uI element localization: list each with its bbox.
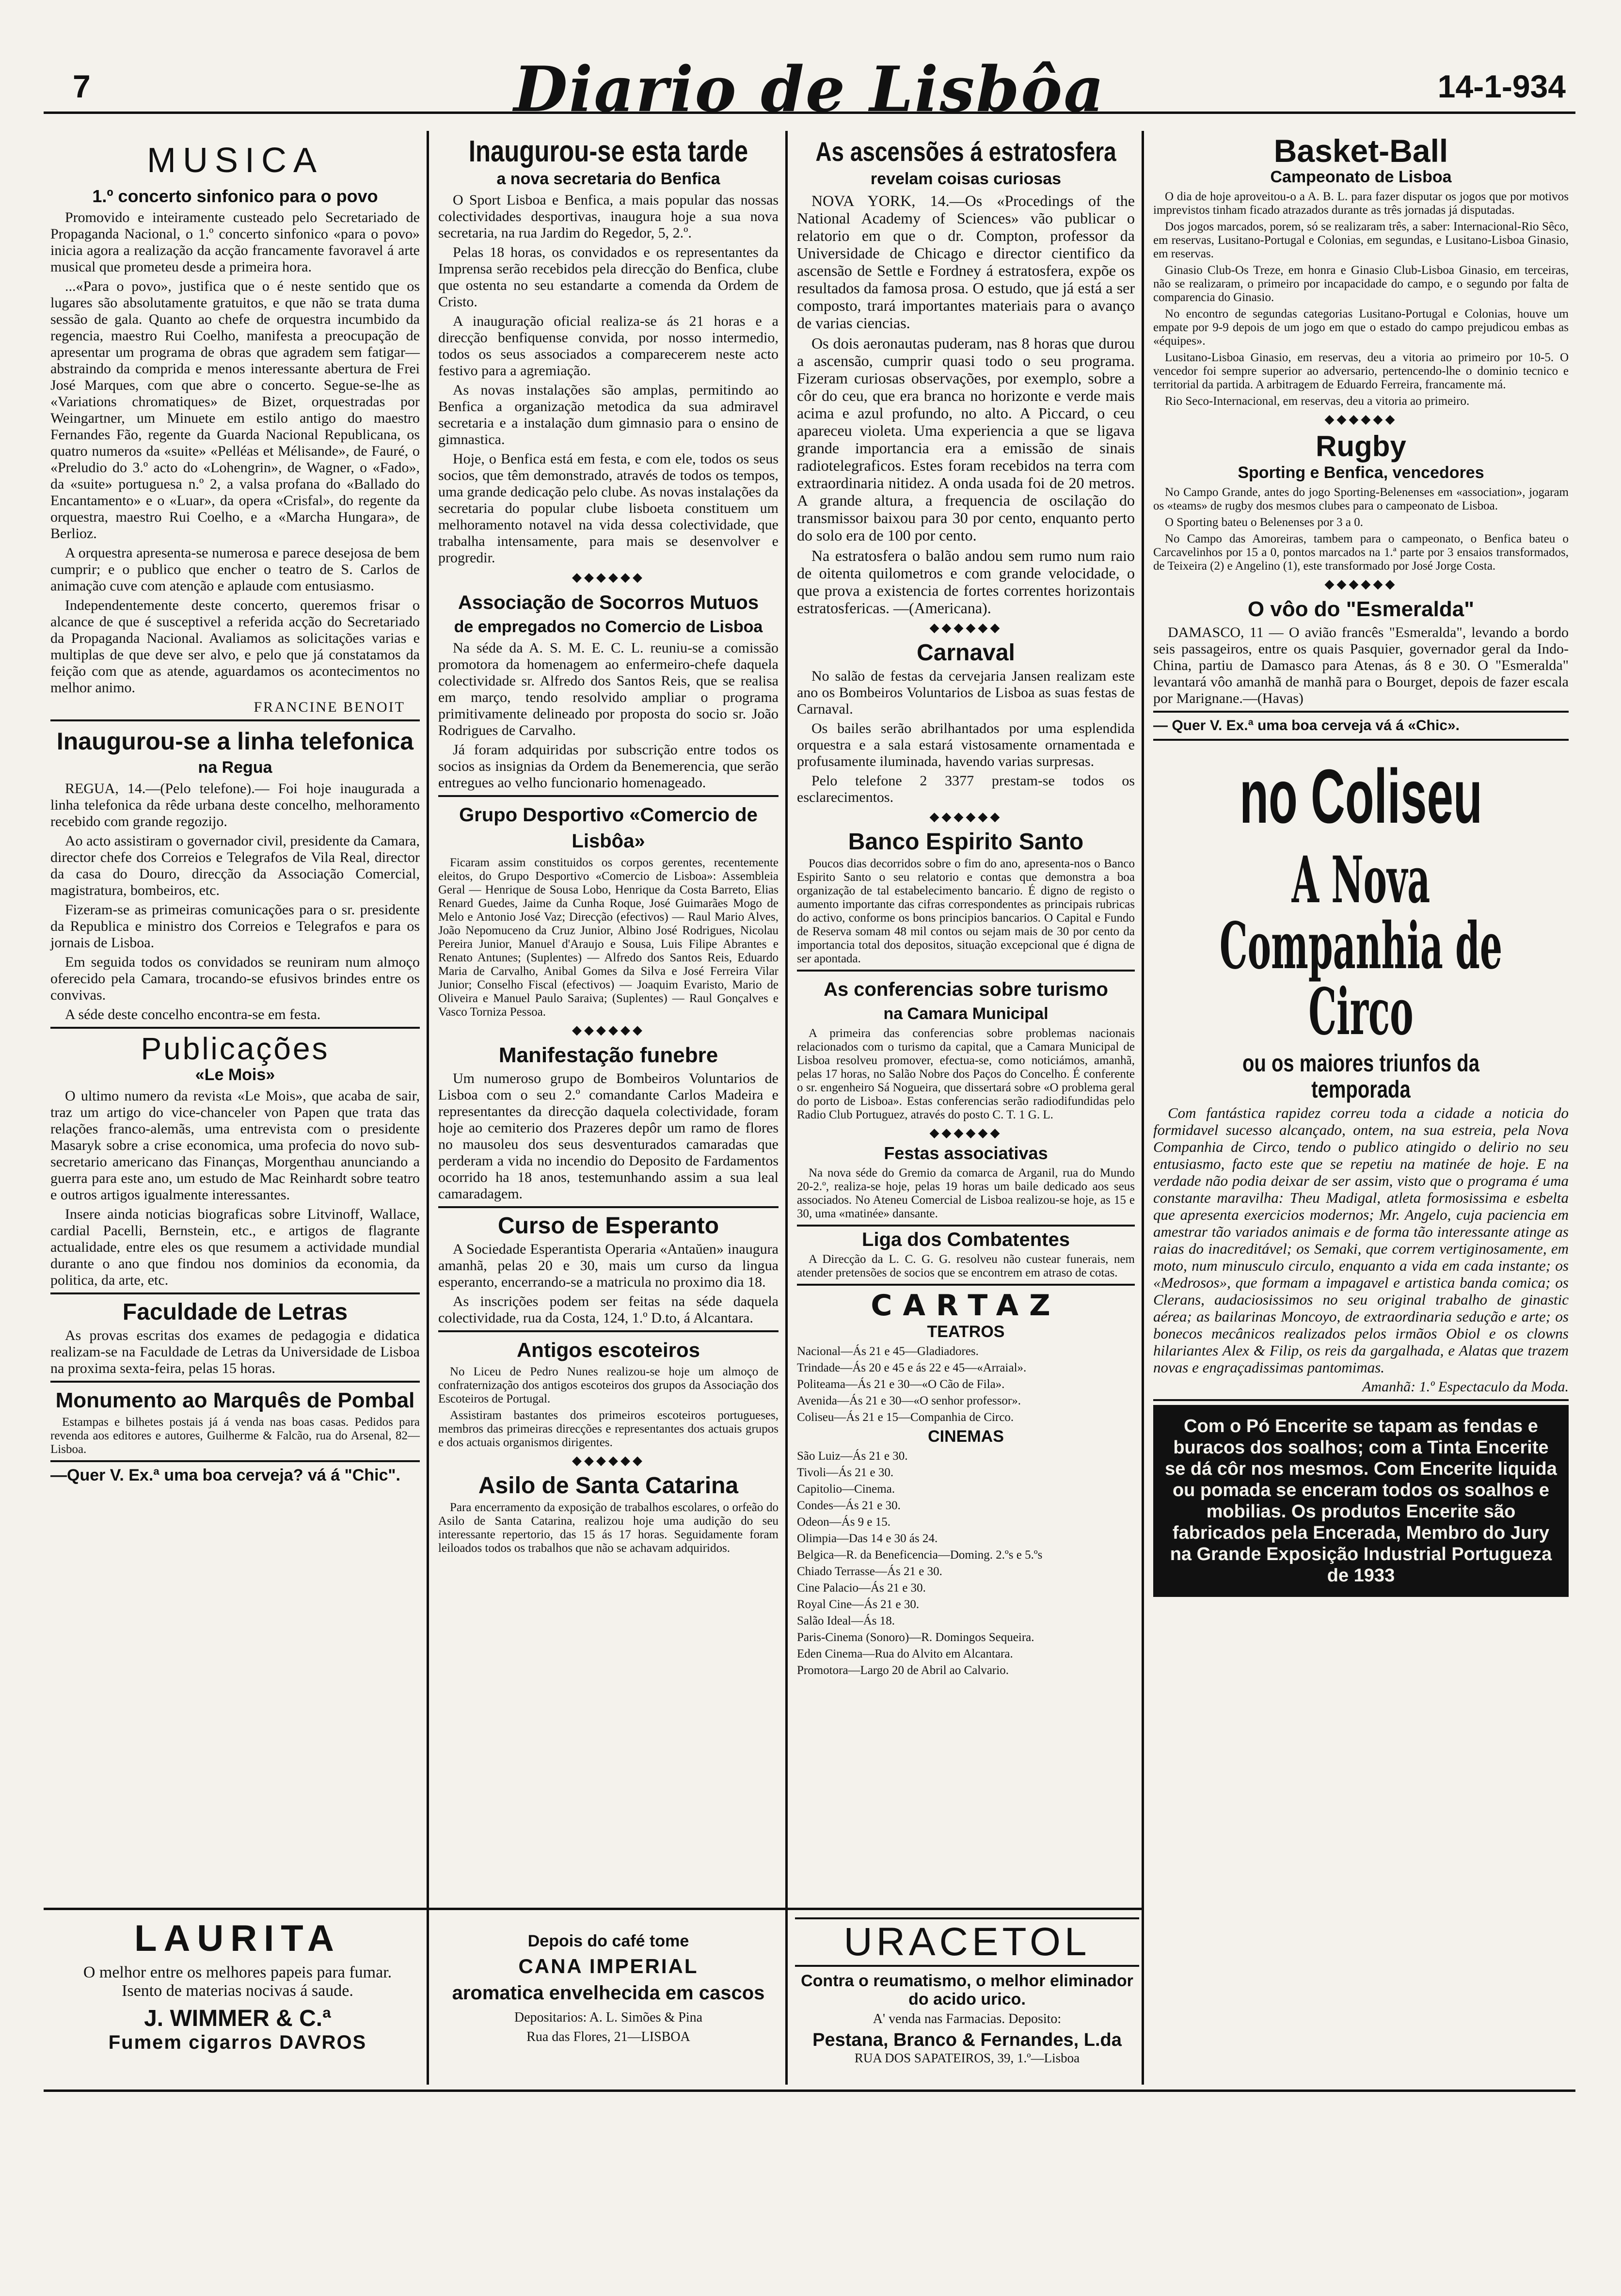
- ornament-divider: ◆◆◆◆◆◆: [929, 1126, 1002, 1140]
- cana-ad: [436, 1932, 780, 2087]
- catarina-paragraph: Para encerramento da exposição de trabalhos escolares, o orfeão do Asilo de Santa Catarina, realizou hoje uma audição do seu interessante repertorio, das 15 ás 17 horas. Seguidamente foram leiloados todos os trabalhos que não se achavam adquiridos.: [438, 1501, 779, 1555]
- cana-address: Rua das Flores, 21—LISBOA: [526, 2029, 690, 2044]
- coliseu-heading: no Coliseu: [1240, 754, 1482, 839]
- list-item: Coliseu—Ás 21 e 15—Companhia de Circo.: [797, 1411, 1014, 1424]
- cerveja-ad: — Quer V. Ex.ª uma boa cerveja vá á «Chic».: [1153, 718, 1460, 733]
- list-item: Promotora—Largo 20 de Abril ao Calvario.: [797, 1664, 1009, 1677]
- publicacoes-paragraph: Insere ainda noticias biograficas sobre Litvinoff, Wallace, cardial Pacelli, Bernstein, etc., e artigos de flagrante actualidade, entre eles os que resumem a actividade mundial durante o ano que findou nos dominios da economia, da politica, da arte, etc.: [50, 1206, 420, 1288]
- estratosfera-subheading: revelam coisas curiosas: [870, 170, 1062, 188]
- basket-paragraph: Lusitano-Lisboa Ginasio, em reservas, deu a vitoria ao primeiro por 10-5. O vencedor foi sempre superior ao adversario, pertencendo-lhe o dominio tecnico e territorial da partida. A arbitragem de Eduardo Ferreira, francamente má.: [1153, 351, 1569, 391]
- list-item: Condes—Ás 21 e 30.: [797, 1499, 901, 1512]
- carnaval-paragraph: Os bailes serão abrilhantados por uma esplendida orquestra e a sala estará vistosamente ornamentada e profusamente iluminada, havendo varias surpresas.: [797, 720, 1135, 769]
- estratosfera-paragraph: Na estratosfera o balão andou sem rumo num raio de oitenta quilometros e com grande velocidade, o que prova a existencia de fortes correntes horizontais estratosfericas. —(Americana).: [797, 547, 1135, 617]
- list-item: Politeama—Ás 21 e 30—«O Cão de Fila».: [797, 1378, 1005, 1391]
- list-item: Royal Cine—Ás 21 e 30.: [797, 1598, 920, 1611]
- turismo-subheading: na Camara Municipal: [883, 1004, 1049, 1023]
- basket-paragraph: No encontro de segundas categorias Lusitano-Portugal e Colonias, houve um empate por 9-9 depois de um jogo em que o estado do campo prejudicou embas as «équipes».: [1153, 307, 1569, 348]
- list-item: Tivoli—Ás 21 e 30.: [797, 1466, 894, 1479]
- cartaz-heading: CARTAZ: [871, 1289, 1061, 1323]
- telefonica-paragraph: REGUA, 14.—(Pelo telefone).— Foi hoje inaugurada a linha telefonica da rêde urbana deste concelho, melhoramento recebido com grande regozijo.: [50, 781, 420, 829]
- estratosfera-heading: As ascensões á estratosfera: [815, 136, 1116, 167]
- coliseu-company: A Nova Companhia de Circo: [1219, 843, 1503, 1050]
- list-item: Odeon—Ás 9 e 15.: [797, 1515, 891, 1529]
- catarina-heading: Asilo de Santa Catarina: [478, 1473, 739, 1499]
- basket-paragraph: Dos jogos marcados, porem, só se realizaram três, a saber: Internacional-Rio Sêco, em reservas, Lusitano-Portugal e Colonias, em segundas, e Lusitano-Lisboa Ginasio, em reservas.: [1153, 220, 1569, 260]
- desportivo-paragraph: Ficaram assim constituidos os corpos gerentes, recentemente eleitos, do Grupo Desportivo «Comercio de Lisboa»: Assembleia Geral — Henrique de Sousa Lobo, Henrique da Costa Barreto, Elias Renard Guedes, Jaime da Cunha Roque, José Guimarães Mogo de Melo e Antonio José Vaz; Direcção (efectivos) — Raul Mario Alves, João Nepomuceno da Cruz Junior, Albino José Rodrigues, Nicolau Pereira Junior, Manuel d'Araujo e Sousa, Luis Filipe Abrantes e Renato Antunes; (Suplentes) — Alfredo dos Santos Reis, Eduardo Maria de Carvalho, Anibal Gomes da Silva e José Ferreira Vilar Junior; Conselho Fiscal (efectivos) — Joaquim Evaristo, Mario de Oliveira e Manuel Paulo Saraiva; (Suplentes) — Raul Gonçalves e Vasco Torniza Pessoa.: [438, 856, 779, 1019]
- basket-heading: Basket-Ball: [1273, 133, 1448, 169]
- musica-paragraph: A orquestra apresenta-se numerosa e parece desejosa de bem cumprir; e o publico que encher o teatro de S. Carlos de animação cuve com atenção e aplaude com entusiasmo.: [50, 545, 420, 594]
- esmeralda-heading: O vôo do "Esmeralda": [1247, 597, 1475, 621]
- list-item: Trindade—Ás 20 e 45 e ás 22 e 45—«Arraial».: [797, 1361, 1027, 1374]
- banco-heading: Banco Espirito Santo: [848, 829, 1084, 855]
- laurita-slogan: Fumem cigarros DAVROS: [108, 2032, 367, 2053]
- faculdade-paragraph: As provas escritas dos exames de pedagogia e didatica realizam-se na Faculdade de Letras da Universidade de Lisboa na proxima sexta-feira, pelas 15 horas.: [50, 1327, 420, 1376]
- divider: [438, 1330, 779, 1332]
- musica-heading: MUSICA: [146, 141, 324, 180]
- ornament-divider: ◆◆◆◆◆◆: [572, 1023, 645, 1037]
- divider: [50, 1460, 420, 1462]
- divider: [50, 719, 420, 721]
- list-item: Belgica—R. da Beneficencia—Doming. 2.ºs e 5.ºs: [797, 1548, 1043, 1562]
- divider: [1153, 1399, 1569, 1401]
- ornament-divider: ◆◆◆◆◆◆: [572, 1453, 645, 1467]
- list-item: Eden Cinema—Rua do Alvito em Alcantara.: [797, 1647, 1013, 1660]
- uracetol-line1: Contra o reumatismo, o melhor eliminador do acido urico.: [801, 1972, 1133, 2009]
- divider: [438, 1206, 779, 1208]
- rugby-paragraph: O Sporting bateu o Belenenses por 3 a 0.: [1165, 516, 1363, 529]
- list-item: Olimpia—Das 14 e 30 ás 24.: [797, 1532, 938, 1545]
- ads-rule: [44, 1908, 1142, 1910]
- column-1: [44, 131, 427, 1905]
- ornament-divider: ◆◆◆◆◆◆: [1324, 577, 1398, 591]
- musica-signature: FRANCINE BENOIT: [254, 699, 405, 715]
- coliseu-subtitle: ou os maiores triunfos da temporada: [1242, 1050, 1479, 1103]
- list-item: Salão Ideal—Ás 18.: [797, 1614, 895, 1627]
- rugby-heading: Rugby: [1316, 430, 1406, 462]
- escoteiros-paragraph: Assistiram bastantes dos primeiros escoteiros portugueses, membros das primeiras direcções e representantes dos actuais grupos e dos actuais organismos dirigentes.: [438, 1409, 779, 1449]
- benfica-paragraph: A inauguração oficial realiza-se ás 21 horas e a direcção benfiquense convida, por nosso intermedio, todos os seus associados a comparecerem neste acto festivo para a agremiação.: [438, 313, 779, 379]
- festas-paragraph: Na nova séde do Gremio da comarca de Arganil, rua do Mundo 20-2.º, realiza-se hoje, pelas 19 horas um baile dedicado aos seus associados. No Ateneu Comercial de Lisboa realizou-se hoje, as 15 e 30, uma «matinée» dansante.: [797, 1166, 1135, 1220]
- combatentes-paragraph: A Direcção da L. C. G. G. resolveu não custear funerais, nem atender pretensões de socios que se encontrem em atraso de cotas.: [797, 1253, 1135, 1279]
- benfica-subheading: a nova secretaria do Benfica: [496, 170, 720, 188]
- basket-paragraph: Rio Seco-Internacional, em reservas, deu a vitoria ao primeiro.: [1165, 395, 1470, 408]
- telefonica-paragraph: Fizeram-se as primeiras comunicações para o sr. presidente da Republica e ministro dos Correios e Telegrafos e para os jornais de Lisboa.: [50, 902, 420, 951]
- laurita-ad: [53, 1917, 422, 2082]
- ornament-divider: ◆◆◆◆◆◆: [572, 570, 645, 584]
- esmeralda-paragraph: DAMASCO, 11 — O avião francês "Esmeralda", levando a bordo seis passageiros, entre os quais Pasquier, governador geral da Indo-China, partiu de Damasco para Atenas, ás 8 e 30. O "Esmeralda" levantará vôo amanhã de manhã para o Bourget, depois de fazer escala por Marignane.—(Havas): [1153, 624, 1569, 706]
- cana-depositarios: Depositarios: A. L. Simões & Pina: [514, 2010, 703, 2025]
- funebre-paragraph: Um numeroso grupo de Bombeiros Voluntarios de Lisboa com o seu 2.º comandante Carlos Madeira e representantes da direcção daquela colectividade, foram hoje ao cemiterio dos Prazeres depôr um ramo de flores no mausoleu dos seus desventurados camaradas que perderam a vida no incendio do Deposito de Fardamentos ocorrido ha 18 anos, testemunhando assim a sua leal camaradagem.: [438, 1070, 779, 1202]
- publicacoes-heading: Publicações: [141, 1031, 330, 1066]
- telefonica-heading: Inaugurou-se a linha telefonica: [56, 728, 414, 755]
- socorros-subheading: de empregados no Comercio de Lisboa: [454, 618, 763, 636]
- banco-paragraph: Poucos dias decorridos sobre o fim do ano, apresenta-nos o Banco Espirito Santo o seu relatorio e contas que demonstra a boa organização de tal estabelecimento bancario. É digno de registo o aumento importante das cifras correspondentes as principais rubricas do activo, conforme os bons principios bancarios. O Capital e Fundo de Reserva somam 48 mil contos ou sejam mais de 30 por cento da importancia total dos depositos, situação excepcional que é digna de ser apontada.: [797, 857, 1135, 965]
- estratosfera-paragraph: NOVA YORK, 14.—Os «Procedings of the National Academy of Sciences» vão publicar o relatorio em que o dr. Compton, professor da Universidade de Chicago e director cientifico da ascensão de Settle e Fordney á estratosfera, expõe os resultados da famosa prosa. O estudo, que já está a ser composto, trará importantes materiais para o avanço de varias ciencias.: [797, 192, 1135, 332]
- telefonica-paragraph: Em seguida todos os convidados se reuniram num almoço oferecido pela Camara, trocando-se efusivos brindes entre os convivas.: [50, 954, 420, 1003]
- musica-paragraph: Promovido e inteiramente custeado pelo Secretariado de Propaganda Nacional, o 1.º concerto sinfonico «para o povo» inicia agora a realização da acção francamente favoravel á arte musical que prometeu desde a primeira hora.: [50, 209, 420, 275]
- escoteiros-heading: Antigos escoteiros: [516, 1339, 700, 1361]
- ornament-divider: ◆◆◆◆◆◆: [929, 621, 1002, 635]
- masthead: [44, 34, 1575, 126]
- list-item: Nacional—Ás 21 e 45—Gladiadores.: [797, 1345, 979, 1358]
- publicacoes-subheading: «Le Mois»: [195, 1066, 275, 1084]
- list-item: Cine Palacio—Ás 21 e 30.: [797, 1581, 926, 1594]
- column-3: [790, 131, 1142, 1905]
- benfica-paragraph: Pelas 18 horas, os convidados e os representantes da Imprensa serão recebidos pela direcção do Benfica, clube que ostenta no seu estandarte a comenda da Ordem de Cristo.: [438, 244, 779, 310]
- issue-date: 14-1-934: [1437, 68, 1566, 104]
- funebre-heading: Manifestação funebre: [498, 1043, 718, 1067]
- encerite-ad: Com o Pó Encerite se tapam as fendas e buracos dos soalhos; com a Tinta Encerite se dá côr nos mesmos. Com Encerite liquida ou pomada se enceram todos os soalhos e mobilias. Os produtos Encerite são fabricados pela Encerada, Membro do Jury na Grande Exposição Industrial Portugueza de 1933: [1153, 1405, 1569, 1597]
- combatentes-heading: Liga dos Combatentes: [862, 1229, 1070, 1250]
- divider: [1153, 739, 1569, 741]
- benfica-paragraph: As novas instalações são amplas, permitindo ao Benfica a organização metodica da sua admiravel secretaria e a instalação dum gimnasio para o ensino de gimnastica.: [438, 382, 779, 447]
- uracetol-line2: A' venda nas Farmacias. Deposito:: [873, 2011, 1062, 2026]
- esperanto-paragraph: A Sociedade Esperantista Operaria «Antaŭen» inaugura amanhã, pelas 20 e 30, mais um curso da lingua esperanto, encerrando-se a matricula no proximo dia 18.: [438, 1241, 779, 1290]
- uracetol-address: RUA DOS SAPATEIROS, 39, 1.º—Lisboa: [854, 2051, 1080, 2065]
- divider: [50, 1381, 420, 1383]
- musica-subheading: 1.º concerto sinfonico para o povo: [92, 186, 378, 206]
- desportivo-heading: Grupo Desportivo «Comercio de Lisbôa»: [459, 804, 758, 852]
- musica-paragraph: ...«Para o povo», justifica que o é neste sentido que os lugares são absolutamente gratuitos, e que não se trata duma sessão de gala. Quanto ao chefe de orquestra incumbido da regencia, maestro Rui Coelho, manifesta a preocupação de apresentar um programa de obras que agradem sem fatigar—abstraindo da comprida e menos interessante abertura de Frei José Marques, com que abre o concerto. Segue-se-lhe as «Variations chromatiques» de Bizet, orquestradas por Weingartner, um Minuete em estilo antigo do maestro Fernandes Fão, regente da Guarda Nacional Republicana, os quatro numeros da «suite» «Pelléas et Mélisande», de Fauré, o «Preludio do 3.º acto do «Lohengrin», de Wagner, o «Fado», da «suite» portuguesa n.º 2, a valsa profana do «Ballado do Encantamento» e o «Luar», da opera «Crisfal», do regente da orquestra, maestro Rui Coelho, e a «Marcha Hungara», de Berlioz.: [50, 278, 420, 542]
- rugby-paragraph: No Campo Grande, antes do jogo Sporting-Belenenses em «association», jogaram os «teams» de rugby dos mesmos clubes para o campeonato de Lisboa.: [1153, 486, 1569, 512]
- divider: [797, 1284, 1135, 1286]
- telefonica-subheading: na Regua: [198, 758, 272, 777]
- ornament-divider: ◆◆◆◆◆◆: [929, 810, 1002, 824]
- socorros-paragraph: Na séde da A. S. M. E. C. L. reuniu-se a comissão promotora da homenagem ao enfermeiro-chefe daquela colectividade sr. Alfredo dos Santos Reis, que se realisa em março, tendo resolvido ampliar o programa primitivamente delineado por proposta do socio sr. João Rodrigues de Carvalho.: [438, 640, 779, 738]
- masthead-rule: [44, 112, 1575, 114]
- laurita-text: O melhor entre os melhores papeis para fumar. Isento de materias nocivas á saude.: [83, 1963, 392, 2000]
- bottom-rule: [44, 2089, 1575, 2092]
- rugby-subheading: Sporting e Benfica, vencedores: [1238, 463, 1484, 482]
- socorros-paragraph: Já foram adquiridas por subscrição entre todos os socios as insignias da Ordem da Benemerencia, que serão entregues ao velho funcionario homenageado.: [438, 742, 779, 791]
- cinemas-list: [797, 1450, 1135, 1677]
- turismo-heading: As conferencias sobre turismo: [824, 979, 1108, 1000]
- uracetol-heading: URACETOL: [795, 1917, 1139, 1967]
- basket-subheading: Campeonato de Lisboa: [1270, 168, 1452, 186]
- teatros-list: [797, 1345, 1135, 1424]
- column-2: [431, 131, 785, 1905]
- laurita-company: J. WIMMER & C.ª: [144, 2006, 331, 2031]
- carnaval-paragraph: Pelo telefone 2 3377 prestam-se todos os esclarecimentos.: [797, 773, 1135, 805]
- cana-line1: Depois do café tome: [527, 1932, 689, 1950]
- esperanto-heading: Curso de Esperanto: [497, 1213, 719, 1239]
- carnaval-heading: Carnaval: [917, 640, 1015, 666]
- divider: [50, 1027, 420, 1029]
- cinemas-heading: CINEMAS: [928, 1427, 1004, 1446]
- estratosfera-paragraph: Os dois aeronautas puderam, nas 8 horas que durou a ascensão, cumprir quasi todo o seu programa. Fizeram curiosas observações, por exemplo, sobre a côr do ceu, que era branca no horizonte e verde mais acima e azul profundo, no alto. A Piccard, o ceu apareceu violeta. Uma experiencia a que se ligava grande importancia era a emissão de sinais radiotelegraficos. Estes foram recebidos na terra com extraordinaria nitidez. A onda usada foi de 20 metros. A grande altura, a frequencia de oscilação do transmissor baixou para 30 por cento, enquanto perto do solo era de 100 por cento.: [797, 335, 1135, 544]
- socorros-heading: Associação de Socorros Mutuos: [458, 592, 759, 613]
- pombal-heading: Monumento ao Marquês de Pombal: [55, 1388, 415, 1412]
- escoteiros-paragraph: No Liceu de Pedro Nunes realizou-se hoje um almoço de confraternização dos antigos escoteiros dos grupos da Associação dos Escoteiros de Portugal.: [438, 1365, 779, 1405]
- divider: [50, 1292, 420, 1294]
- cana-line3: aromatica envelhecida em cascos: [452, 1982, 765, 2004]
- telefonica-paragraph: A séde deste concelho encontra-se em festa.: [65, 1006, 321, 1022]
- cana-line2: CANA IMPERIAL: [518, 1955, 699, 1977]
- divider: [797, 1225, 1135, 1227]
- faculdade-heading: Faculdade de Letras: [122, 1299, 348, 1325]
- laurita-heading: LAURITA: [134, 1918, 341, 1959]
- page-number: 7: [73, 68, 91, 104]
- ornament-divider: ◆◆◆◆◆◆: [1324, 412, 1398, 426]
- benfica-paragraph: Hoje, o Benfica está em festa, e com ele, todos os seus socios, que têm demonstrado, através de todos os tempos, uma grande dedicação pelo clube. As novas instalações da secretaria do popular clube lisboeta constituem um melhoramento notavel na vida dessa colectividade, que trabalha intensamente, para mais se desenvolver e progredir.: [438, 451, 779, 566]
- coliseu-paragraph: Com fantástica rapidez correu toda a cidade a noticia do formidavel sucesso alcançado, ontem, na sua estreia, pela Nova Companhia de Circo, tendo o publico atingido o delirio no seu entusiasmo, facto este que se repetiu na matinée de hoje. E na verdade não podia deixar de ser assim, visto que o programa é uma constante maravilha: Theu Madigal, atleta formosissima e esbelta que apresenta exercicios modernos; Mr. Angelo, cuja paciencia em amestrar tão variados animais e de forma tão interessante atinge as raias do inacreditável; os Semaki, que correm vertiginosamente, em moto, num minusculo circulo, enquanto a vida em cada instante; os «Medrosos», que formam a impagavel e artistica banda comica; os Clerans, audaciosissimos no seu original trabalho de ginastic aérea; as bailarinas Moncoyo, de extraordinaria sedução e arte; os bonecos mecânicos realizados pelos irmãos Obiol e os clowns hilariantes Alex & Filip, os reis da gargalhada, e Alatas que trazem novas e engraçadissimas pantomimas.: [1153, 1104, 1569, 1376]
- list-item: Avenida—Ás 21 e 30—«O senhor professor».: [797, 1394, 1021, 1407]
- telefonica-paragraph: Ao acto assistiram o governador civil, presidente da Camara, director chefe dos Correios e Telegrafos de Vila Real, director da casa do Douro, direcção da Associação Comercial, magistratura, bombeiros, etc.: [50, 833, 420, 898]
- divider: [797, 970, 1135, 972]
- list-item: Paris-Cinema (Sonoro)—R. Domingos Sequeira.: [797, 1631, 1034, 1644]
- column-divider: [1142, 131, 1144, 2085]
- divider: [438, 795, 779, 797]
- list-item: Capitolio—Cinema.: [797, 1483, 895, 1496]
- list-item: Chiado Terrasse—Ás 21 e 30.: [797, 1565, 942, 1578]
- newspaper-title: Diario de Lisbôa: [513, 53, 1106, 126]
- column-divider: [785, 131, 788, 2085]
- uracetol-company: Pestana, Branco & Fernandes, L.da: [812, 2030, 1122, 2050]
- pombal-paragraph: Estampas e bilhetes postais já á venda nas boas casas. Pedidos para revenda aos editores e autores, Guilherme & Falcão, rua do Arsenal, 82—Lisboa.: [50, 1416, 420, 1456]
- carnaval-paragraph: No salão de festas da cervejaria Jansen realizam este ano os Bombeiros Voluntarios de Lisboa as suas festas de Carnaval.: [797, 668, 1135, 717]
- musica-paragraph: Independentemente deste concerto, queremos frisar o alcance de que é susceptivel a referida acção do Secretariado da Propaganda Nacional. Avaliamos as solicitações varias e multiplas de que deve ser alvo, e pelo que já constatamos da feição com que as atende, aguardamos os acontecimentos no melhor animo.: [50, 597, 420, 696]
- benfica-paragraph: O Sport Lisboa e Benfica, a mais popular das nossas colectividades desportivas, inaugura hoje a sua nova secretaria, na rua Jardim do Regedor, 5, 2.º.: [438, 192, 779, 241]
- column-4: [1146, 131, 1575, 2031]
- column-divider: [427, 131, 429, 2085]
- festas-heading: Festas associativas: [884, 1143, 1048, 1163]
- teatros-heading: TEATROS: [927, 1323, 1005, 1341]
- publicacoes-paragraph: O ultimo numero da revista «Le Mois», que acaba de sair, traz um artigo do vice-chanceler von Papen que trata das relações franco-alemãs, uma entrevista com o presidente Masaryk sobre a crise economica, uma profecia do novo sub-secretario americano das Finanças, Morgenthau anunciando a guerra para este ano, um estudo de Mac Reinhardt sobre teatro e outros artigos igualmente interessantes.: [50, 1088, 420, 1203]
- benfica-heading: Inaugurou-se esta tarde: [468, 135, 748, 168]
- rugby-paragraph: No Campo das Amoreiras, tambem para o campeonato, o Benfica bateu o Carcavelinhos por 15 a 0, pontos marcados na 1.ª parte por 3 ensaios transformados, de Teixeira (2) e Angelino (1), este transformado por José Jorge Costa.: [1153, 532, 1569, 573]
- uracetol-ad: [795, 1917, 1139, 2087]
- coliseu-footer: Amanhã: 1.º Espectaculo da Moda.: [1362, 1379, 1569, 1395]
- esperanto-paragraph: As inscrições podem ser feitas na séde daquela colectividade, rua da Costa, 124, 1.º D.to, á Alcantara.: [438, 1293, 779, 1326]
- basket-paragraph: O dia de hoje aproveitou-o a A. B. L. para fazer disputar os jogos que por motivos imprevistos tinham ficado atrazados durante as três jornadas já disputadas.: [1153, 190, 1569, 217]
- basket-paragraph: Ginasio Club-Os Treze, em honra e Ginasio Club-Lisboa Ginasio, em terceiras, não se realizaram, o primeiro por incapacidade do campo, e o segundo por falta de comparencia do Ginasio.: [1153, 264, 1569, 304]
- list-item: São Luiz—Ás 21 e 30.: [797, 1450, 908, 1463]
- turismo-paragraph: A primeira das conferencias sobre problemas nacionais relacionados com o turismo da capital, que a Camara Municipal de Lisboa resolveu promover, efectua-se, como noticiámos, amanhã, pelas 17 horas, no Salão Nobre dos Paços do Concelho. É conferente o sr. engenheiro Sá Nogueira, que dissertará sobre «O problema geral do porto de Lisboa». Estas conferencias serão radiodifundidas pelo Radio Club Portuguez, através do posto C. T. 1 G. L.: [797, 1027, 1135, 1121]
- cerveja-ad: —Quer V. Ex.ª uma boa cerveja? vá á "Chic".: [50, 1466, 400, 1484]
- divider: [1153, 711, 1569, 713]
